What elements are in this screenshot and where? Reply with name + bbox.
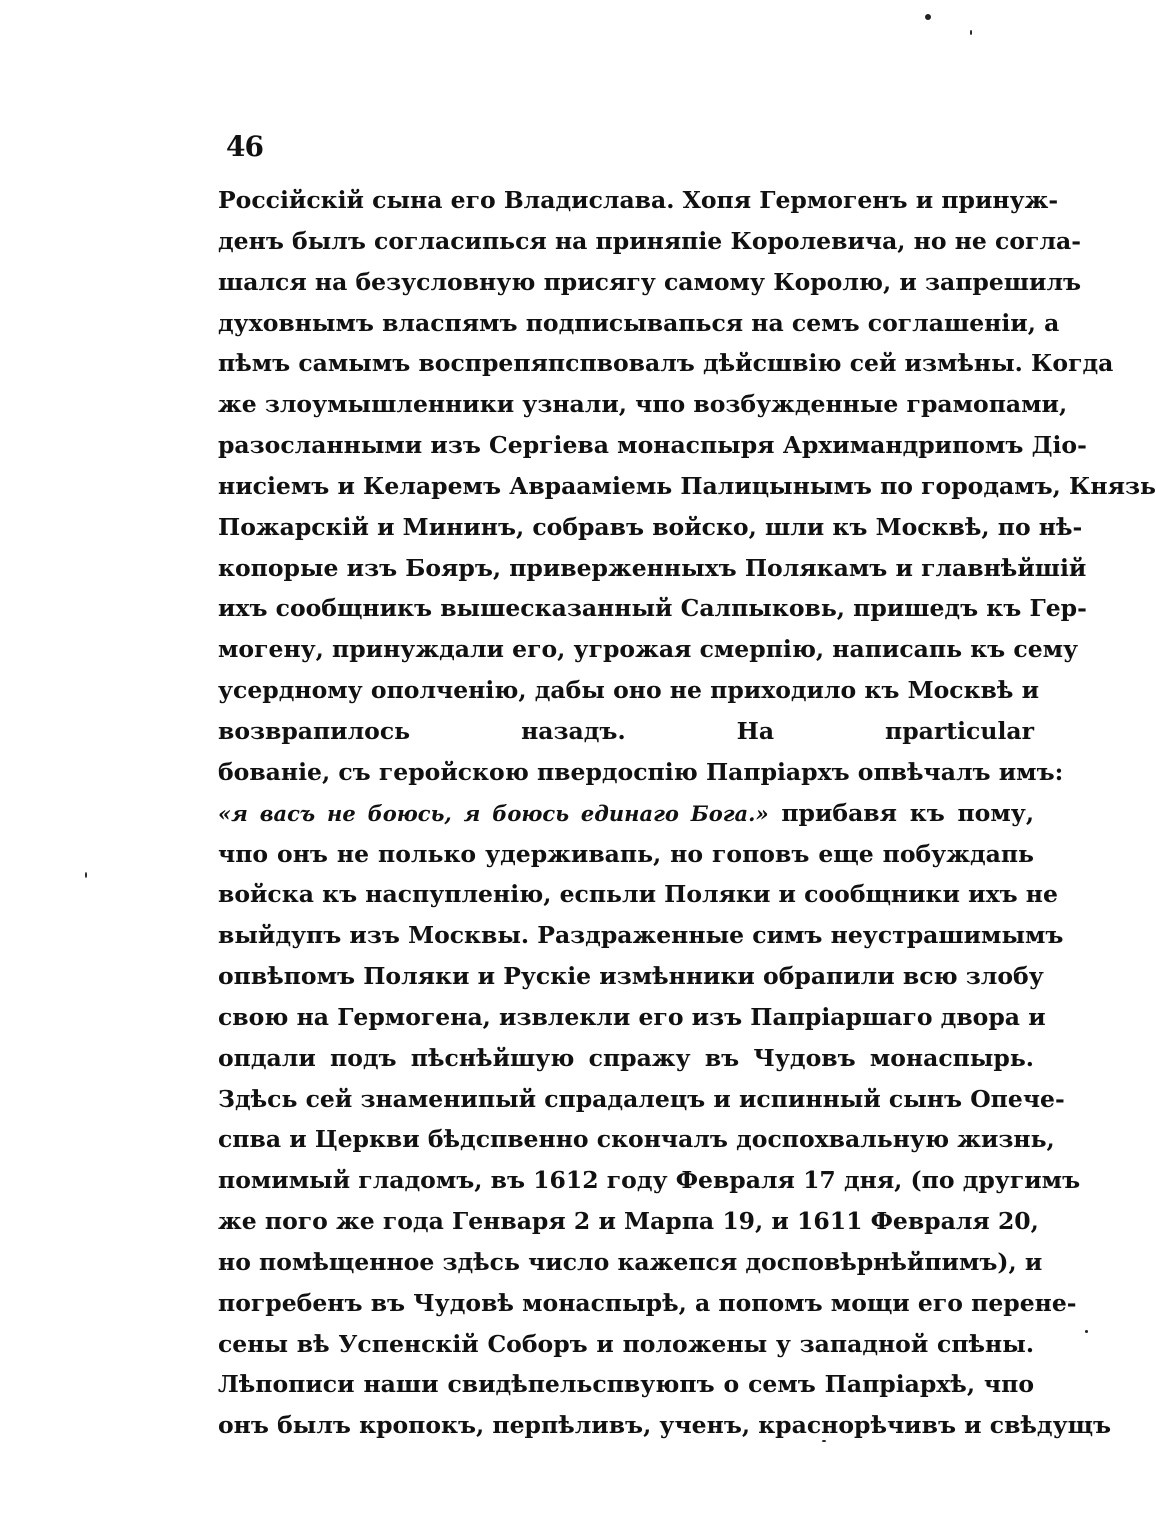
text-line: но помѣщенное здѣсь число кажепся досповѣрнѣйпимъ), и [218,1247,1043,1276]
text-line: опдали подъ пѣснѣйшую спражу въ Чудовъ монаспырь. [218,1043,1034,1072]
scan-speck [85,872,87,878]
text-line: выйдупъ изъ Москвы. Раздраженные симъ неустрашимымъ [218,921,1064,950]
scan-speck [822,1440,826,1442]
scan-speck [970,30,972,35]
text-line: войска къ наспупленію, еспьли Поляки и сообщники ихъ не [218,880,1058,909]
text-line: усердному ополченію, дабы оно не приходило къ Москвѣ и [218,676,1040,705]
text-line: возврапилось назадъ. На пparticular [218,716,1034,745]
text-line: же злоумышленники узнали, чпо возбужденные грамопами, [218,390,1068,419]
text-line: нисіемъ и Келаремъ Авраамiемь Палицынымъ по городамъ, Князь [218,471,1156,500]
text-line: сены вѣ Успенскій Соборъ и положены у западной спѣны. [218,1329,1034,1358]
text-line: помимый гладомъ, въ 1612 году Февраля 17 дня, (по другимъ [218,1166,1081,1195]
text-line: чпо онъ не полько удерживапь, но гоповъ еще побуждапь [218,839,1034,868]
text-line: же пого же года Генваря 2 и Марпа 19, и 1611 Февраля 20, [218,1207,1039,1236]
text-line: духовнымъ власпямъ подписывапься на семъ соглашеніи, а [218,308,1060,337]
text-line: онъ былъ кропокъ, перпѣливъ, ученъ, краснорѣчивъ и свѣдущъ [218,1411,1112,1440]
text-line: разосланными изъ Сергіева монаспыря Архимандрипомъ Діо- [218,431,1087,460]
text-line: «я васъ не боюсь, я боюсь единаго Бога.» прибавя къ пому, [218,798,1034,827]
text-line: Здѣсь сей знаменипый спрадалецъ и испинный сынъ Опече- [218,1084,1065,1113]
text-line: ихъ сообщникъ вышесказанный Салпыковь, пришедъ къ Гер- [218,594,1087,623]
text-line: бованіе, съ геройскою пвердоспію Папріархъ опвѣчалъ имъ: [218,757,1064,786]
text-line: погребенъ въ Чудовѣ монаспырѣ, а попомъ мощи его перене- [218,1288,1077,1317]
body-text [218,180,1156,1446]
text-line: спва и Церкви бѣдспвенно скончалъ доспохвальную жизнь, [218,1125,1055,1154]
italic-quote: «я васъ не боюсь, я боюсь единаго Бога.» [218,800,769,826]
text-line: Пожарскій и Мининъ, собравъ войско, шли къ Москвѣ, по нѣ- [218,512,1083,541]
text-line: могену, принуждали его, угрожая смерпію, написапь къ сему [218,635,1079,664]
page-number: 46 [226,130,263,163]
text-line: Лѣпописи наши свидѣпельспвуюпъ о семъ Папріархѣ, чпо [218,1370,1034,1399]
text-line: свою на Гермогена, извлекли его изъ Папріаршаго двора и [218,1002,1046,1031]
scan-speck [925,14,931,20]
text-line: денъ былъ согласипься на приняпіе Королевича, но не согла- [218,226,1081,255]
text-line: опвѣпомъ Поляки и Рускіе измѣнники обрапили всю злобу [218,962,1044,991]
text-line: копорые изъ Бояръ, приверженныхъ Полякамъ и главнѣйшій [218,553,1087,582]
scan-speck [1085,1330,1088,1333]
text-line: шался на безусловную присягу самому Королю, и запрешилъ [218,267,1082,296]
text-line: Россійскій сына его Владислава. Хопя Гермогенъ и принуж- [218,186,1059,214]
text-line: пѣмъ самымъ воспрепяпспвовалъ дѣйсшвію сей измѣны. Когда [218,349,1114,378]
